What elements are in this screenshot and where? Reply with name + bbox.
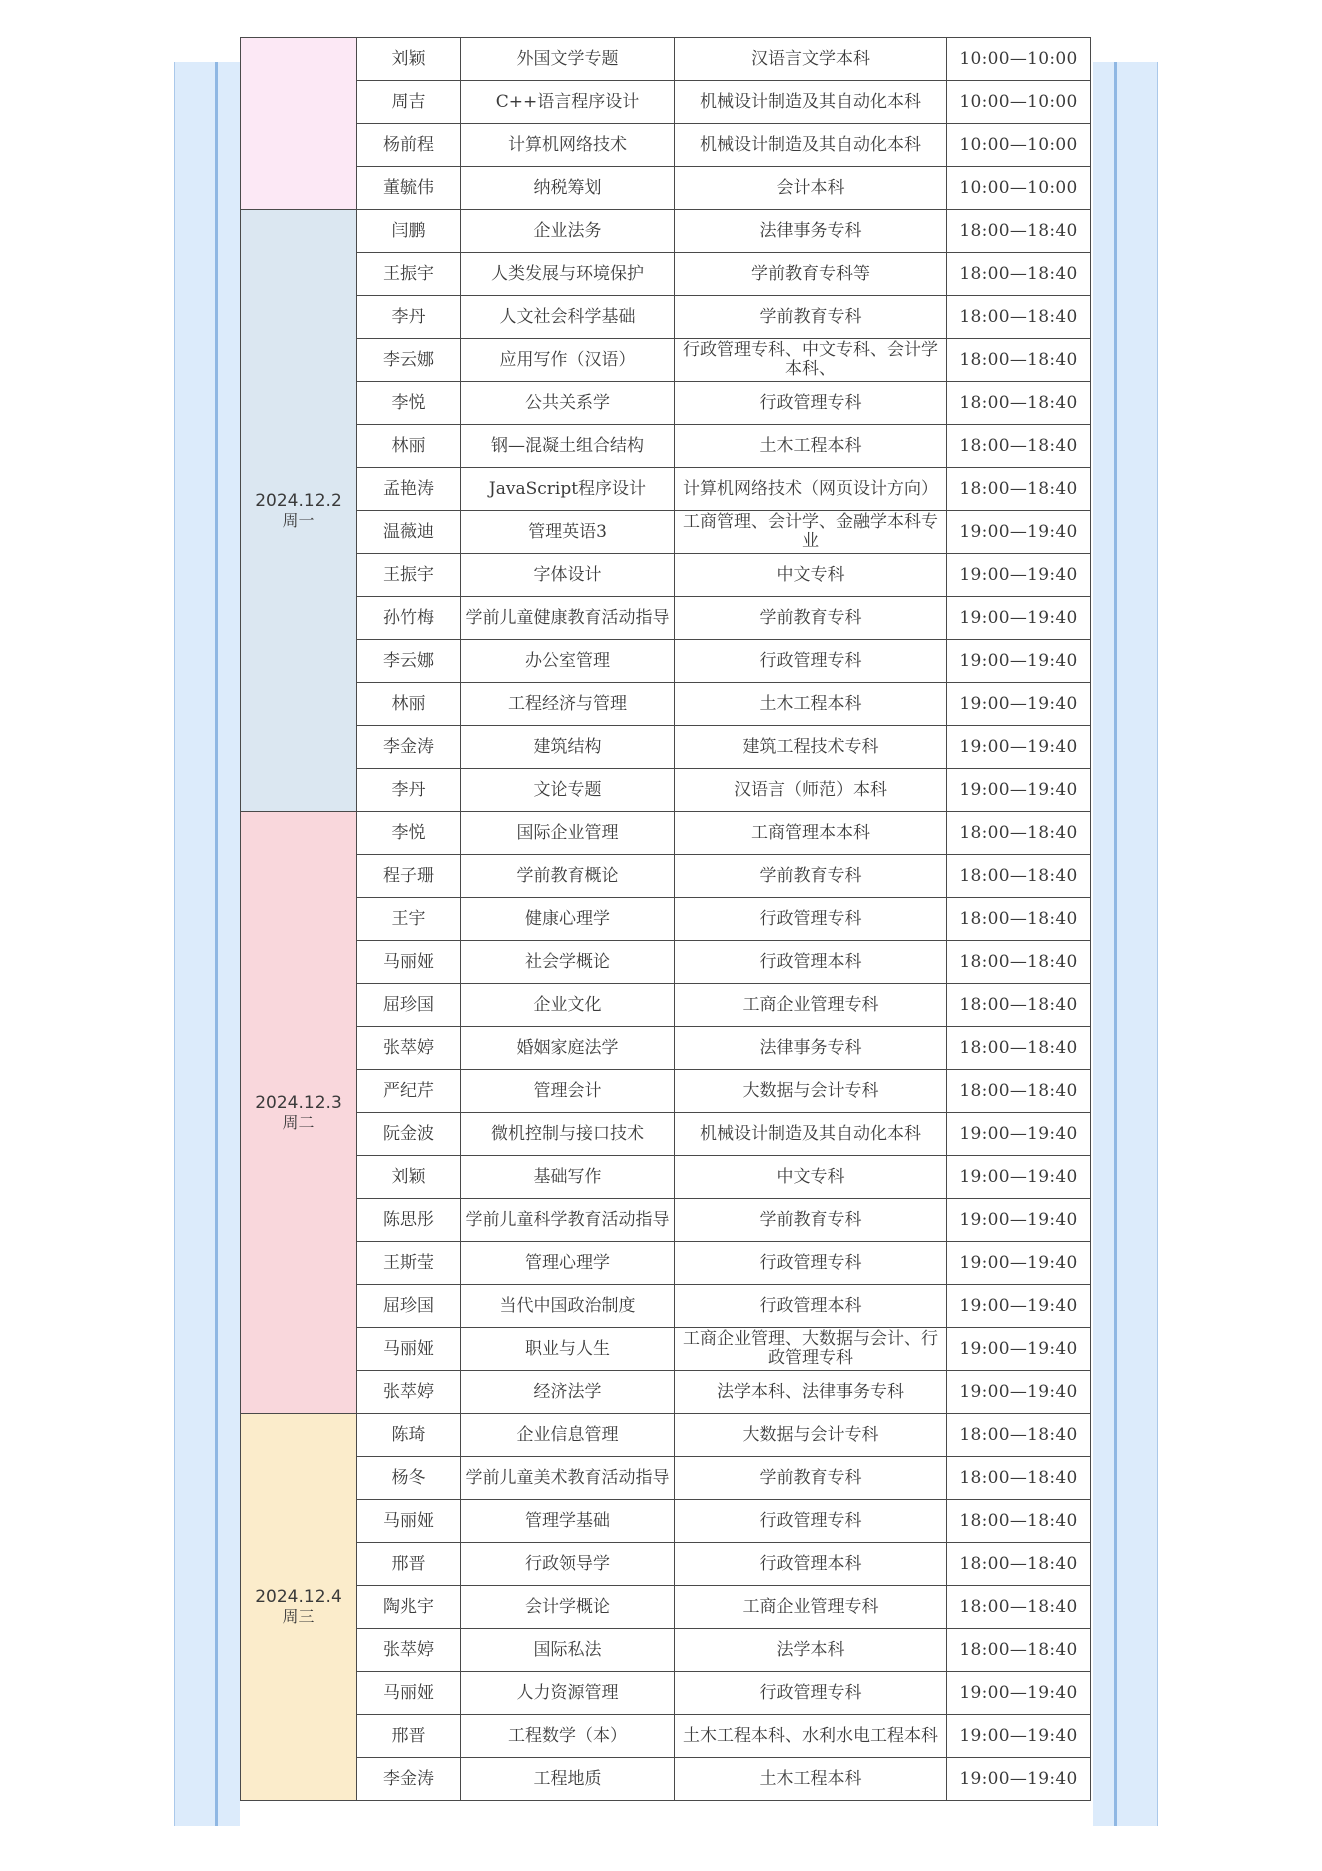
major-cell: 工商企业管理专科	[675, 984, 947, 1027]
course-cell: 企业信息管理	[461, 1414, 675, 1457]
major-cell: 机械设计制造及其自动化本科	[675, 124, 947, 167]
major-cell: 土木工程本科、水利水电工程本科	[675, 1715, 947, 1758]
teacher-cell: 马丽娅	[357, 1500, 461, 1543]
teacher-cell: 李金涛	[357, 726, 461, 769]
major-cell: 计算机网络技术（网页设计方向）	[675, 468, 947, 511]
teacher-cell: 王斯莹	[357, 1242, 461, 1285]
day-weekday: 周一	[282, 510, 315, 530]
course-cell: 计算机网络技术	[461, 124, 675, 167]
course-cell: 职业与人生	[461, 1328, 675, 1371]
major-cell: 行政管理本科	[675, 941, 947, 984]
table-row	[241, 640, 1091, 683]
teacher-cell: 张萃婷	[357, 1027, 461, 1070]
table-row	[241, 898, 1091, 941]
table-row	[241, 941, 1091, 984]
course-cell: 外国文学专题	[461, 38, 675, 81]
teacher-cell: 陈琦	[357, 1414, 461, 1457]
course-cell: 钢—混凝土组合结构	[461, 425, 675, 468]
teacher-cell: 李云娜	[357, 339, 461, 382]
major-cell: 学前教育专科	[675, 1199, 947, 1242]
major-cell: 行政管理专科	[675, 640, 947, 683]
table-row	[241, 1586, 1091, 1629]
course-cell: 学前儿童科学教育活动指导	[461, 1199, 675, 1242]
time-cell: 19:00—19:40	[947, 769, 1091, 812]
major-cell: 工商管理、会计学、金融学本科专业	[675, 511, 947, 554]
teacher-cell: 屈珍国	[357, 984, 461, 1027]
table-row	[241, 1500, 1091, 1543]
table-row	[241, 1113, 1091, 1156]
time-cell: 18:00—18:40	[947, 382, 1091, 425]
major-cell: 中文专科	[675, 1156, 947, 1199]
table-row	[241, 1199, 1091, 1242]
time-cell: 18:00—18:40	[947, 1586, 1091, 1629]
day-date: 2024.12.4	[255, 1587, 342, 1607]
time-cell: 18:00—18:40	[947, 1500, 1091, 1543]
course-cell: 企业法务	[461, 210, 675, 253]
time-cell: 18:00—18:40	[947, 1629, 1091, 1672]
major-cell: 中文专科	[675, 554, 947, 597]
course-cell: 基础写作	[461, 1156, 675, 1199]
course-cell: C++语言程序设计	[461, 81, 675, 124]
course-cell: 学前儿童美术教育活动指导	[461, 1457, 675, 1500]
time-cell: 10:00—10:00	[947, 38, 1091, 81]
major-cell: 行政管理专科	[675, 1242, 947, 1285]
teacher-cell: 杨前程	[357, 124, 461, 167]
teacher-cell: 邢晋	[357, 1543, 461, 1586]
time-cell: 18:00—18:40	[947, 1457, 1091, 1500]
teacher-cell: 闫鹏	[357, 210, 461, 253]
table-row	[241, 769, 1091, 812]
course-cell: 婚姻家庭法学	[461, 1027, 675, 1070]
major-cell: 工商企业管理、大数据与会计、行政管理专科	[675, 1328, 947, 1371]
teacher-cell: 李丹	[357, 769, 461, 812]
time-cell: 19:00—19:40	[947, 1156, 1091, 1199]
course-cell: 国际企业管理	[461, 812, 675, 855]
table-row	[241, 296, 1091, 339]
time-cell: 18:00—18:40	[947, 941, 1091, 984]
time-cell: 18:00—18:40	[947, 296, 1091, 339]
time-cell: 18:00—18:40	[947, 898, 1091, 941]
major-cell: 土木工程本科	[675, 1758, 947, 1801]
table-row	[241, 167, 1091, 210]
teacher-cell: 李丹	[357, 296, 461, 339]
course-cell: 管理学基础	[461, 1500, 675, 1543]
major-cell: 行政管理专科	[675, 898, 947, 941]
teacher-cell: 李云娜	[357, 640, 461, 683]
time-cell: 18:00—18:40	[947, 1070, 1091, 1113]
major-cell: 机械设计制造及其自动化本科	[675, 1113, 947, 1156]
time-cell: 18:00—18:40	[947, 425, 1091, 468]
teacher-cell: 李金涛	[357, 1758, 461, 1801]
time-cell: 19:00—19:40	[947, 1242, 1091, 1285]
course-cell: 建筑结构	[461, 726, 675, 769]
teacher-cell: 周吉	[357, 81, 461, 124]
table-row	[241, 554, 1091, 597]
time-cell: 10:00—10:00	[947, 167, 1091, 210]
time-cell: 18:00—18:40	[947, 1414, 1091, 1457]
major-cell: 行政管理本科	[675, 1543, 947, 1586]
course-cell: 人文社会科学基础	[461, 296, 675, 339]
course-cell: 管理心理学	[461, 1242, 675, 1285]
course-cell: 社会学概论	[461, 941, 675, 984]
teacher-cell: 严纪芹	[357, 1070, 461, 1113]
course-cell: 管理会计	[461, 1070, 675, 1113]
table-row	[241, 1672, 1091, 1715]
day-cell	[241, 1414, 357, 1801]
table-row	[241, 1027, 1091, 1070]
teacher-cell: 李悦	[357, 382, 461, 425]
teacher-cell: 张萃婷	[357, 1629, 461, 1672]
time-cell: 18:00—18:40	[947, 210, 1091, 253]
day-cell	[241, 210, 357, 812]
course-cell: 学前儿童健康教育活动指导	[461, 597, 675, 640]
table-row	[241, 1758, 1091, 1801]
time-cell: 19:00—19:40	[947, 726, 1091, 769]
time-cell: 19:00—19:40	[947, 597, 1091, 640]
course-cell: 当代中国政治制度	[461, 1285, 675, 1328]
table-row	[241, 1242, 1091, 1285]
course-cell: 应用写作（汉语）	[461, 339, 675, 382]
table-row	[241, 382, 1091, 425]
table-row	[241, 1156, 1091, 1199]
course-cell: 人力资源管理	[461, 1672, 675, 1715]
major-cell: 学前教育专科	[675, 855, 947, 898]
table-row	[241, 253, 1091, 296]
major-cell: 汉语言文学本科	[675, 38, 947, 81]
teacher-cell: 杨冬	[357, 1457, 461, 1500]
teacher-cell: 林丽	[357, 683, 461, 726]
major-cell: 工商企业管理专科	[675, 1586, 947, 1629]
teacher-cell: 阮金波	[357, 1113, 461, 1156]
time-cell: 19:00—19:40	[947, 1672, 1091, 1715]
major-cell: 行政管理专科	[675, 382, 947, 425]
teacher-cell: 王振宇	[357, 554, 461, 597]
table-row	[241, 511, 1091, 554]
table-row	[241, 81, 1091, 124]
teacher-cell: 王宇	[357, 898, 461, 941]
teacher-cell: 张萃婷	[357, 1371, 461, 1414]
major-cell: 学前教育专科	[675, 296, 947, 339]
table-row	[241, 1715, 1091, 1758]
major-cell: 行政管理本科	[675, 1285, 947, 1328]
teacher-cell: 程子珊	[357, 855, 461, 898]
course-cell: 工程经济与管理	[461, 683, 675, 726]
schedule-sheet	[240, 48, 1093, 1826]
time-cell: 19:00—19:40	[947, 1715, 1091, 1758]
teacher-cell: 陈思彤	[357, 1199, 461, 1242]
day-date: 2024.12.3	[255, 1092, 342, 1113]
course-cell: 国际私法	[461, 1629, 675, 1672]
teacher-cell: 孟艳涛	[357, 468, 461, 511]
course-cell: 微机控制与接口技术	[461, 1113, 675, 1156]
frame-rail-right	[1114, 62, 1117, 1826]
teacher-cell: 马丽娅	[357, 1672, 461, 1715]
table-row	[241, 984, 1091, 1027]
teacher-cell: 董毓伟	[357, 167, 461, 210]
table-row	[241, 683, 1091, 726]
course-cell: 健康心理学	[461, 898, 675, 941]
time-cell: 18:00—18:40	[947, 855, 1091, 898]
time-cell: 19:00—19:40	[947, 511, 1091, 554]
major-cell: 学前教育专科等	[675, 253, 947, 296]
course-cell: 公共关系学	[461, 382, 675, 425]
major-cell: 建筑工程技术专科	[675, 726, 947, 769]
time-cell: 19:00—19:40	[947, 1328, 1091, 1371]
day-cell	[241, 812, 357, 1414]
course-cell: 工程数学（本）	[461, 1715, 675, 1758]
major-cell: 学前教育专科	[675, 597, 947, 640]
table-row	[241, 1457, 1091, 1500]
table-row	[241, 1070, 1091, 1113]
teacher-cell: 温薇迪	[357, 511, 461, 554]
time-cell: 18:00—18:40	[947, 1027, 1091, 1070]
teacher-cell: 孙竹梅	[357, 597, 461, 640]
teacher-cell: 马丽娅	[357, 941, 461, 984]
major-cell: 汉语言（师范）本科	[675, 769, 947, 812]
table-row	[241, 1414, 1091, 1457]
course-cell: 人类发展与环境保护	[461, 253, 675, 296]
table-row	[241, 1328, 1091, 1371]
major-cell: 行政管理专科、中文专科、会计学本科、	[675, 339, 947, 382]
time-cell: 19:00—19:40	[947, 683, 1091, 726]
teacher-cell: 王振宇	[357, 253, 461, 296]
day-date: 2024.12.2	[255, 490, 342, 511]
course-cell: 纳税筹划	[461, 167, 675, 210]
day-cell	[241, 38, 357, 210]
schedule-table	[240, 37, 1091, 1801]
course-cell: 企业文化	[461, 984, 675, 1027]
major-cell: 法学本科	[675, 1629, 947, 1672]
teacher-cell: 李悦	[357, 812, 461, 855]
course-cell: 管理英语3	[461, 511, 675, 554]
teacher-cell: 陶兆宇	[357, 1586, 461, 1629]
table-row	[241, 1371, 1091, 1414]
time-cell: 19:00—19:40	[947, 1371, 1091, 1414]
time-cell: 19:00—19:40	[947, 640, 1091, 683]
frame-rail-left	[215, 62, 218, 1826]
course-cell: 经济法学	[461, 1371, 675, 1414]
time-cell: 18:00—18:40	[947, 984, 1091, 1027]
table-row	[241, 425, 1091, 468]
major-cell: 法律事务专科	[675, 1027, 947, 1070]
course-cell: 学前教育概论	[461, 855, 675, 898]
table-row	[241, 1285, 1091, 1328]
time-cell: 18:00—18:40	[947, 1543, 1091, 1586]
table-row	[241, 855, 1091, 898]
teacher-cell: 邢晋	[357, 1715, 461, 1758]
teacher-cell: 马丽娅	[357, 1328, 461, 1371]
table-row	[241, 597, 1091, 640]
table-row	[241, 38, 1091, 81]
table-row	[241, 124, 1091, 167]
table-row	[241, 726, 1091, 769]
major-cell: 机械设计制造及其自动化本科	[675, 81, 947, 124]
table-row	[241, 468, 1091, 511]
time-cell: 19:00—19:40	[947, 554, 1091, 597]
teacher-cell: 屈珍国	[357, 1285, 461, 1328]
time-cell: 19:00—19:40	[947, 1285, 1091, 1328]
major-cell: 土木工程本科	[675, 683, 947, 726]
table-row	[241, 812, 1091, 855]
course-cell: JavaScript程序设计	[461, 468, 675, 511]
major-cell: 土木工程本科	[675, 425, 947, 468]
course-cell: 会计学概论	[461, 1586, 675, 1629]
major-cell: 大数据与会计专科	[675, 1414, 947, 1457]
teacher-cell: 刘颖	[357, 38, 461, 81]
day-weekday: 周二	[282, 1112, 315, 1132]
course-cell: 办公室管理	[461, 640, 675, 683]
time-cell: 19:00—19:40	[947, 1199, 1091, 1242]
time-cell: 18:00—18:40	[947, 339, 1091, 382]
course-cell: 工程地质	[461, 1758, 675, 1801]
major-cell: 法律事务专科	[675, 210, 947, 253]
time-cell: 18:00—18:40	[947, 253, 1091, 296]
course-cell: 行政领导学	[461, 1543, 675, 1586]
table-row	[241, 1543, 1091, 1586]
table-row	[241, 339, 1091, 382]
major-cell: 法学本科、法律事务专科	[675, 1371, 947, 1414]
major-cell: 工商管理本本科	[675, 812, 947, 855]
time-cell: 19:00—19:40	[947, 1113, 1091, 1156]
schedule-table-body	[241, 38, 1091, 1801]
table-row	[241, 210, 1091, 253]
major-cell: 会计本科	[675, 167, 947, 210]
major-cell: 行政管理专科	[675, 1500, 947, 1543]
major-cell: 行政管理专科	[675, 1672, 947, 1715]
major-cell: 学前教育专科	[675, 1457, 947, 1500]
time-cell: 18:00—18:40	[947, 812, 1091, 855]
time-cell: 10:00—10:00	[947, 124, 1091, 167]
teacher-cell: 刘颖	[357, 1156, 461, 1199]
time-cell: 19:00—19:40	[947, 1758, 1091, 1801]
course-cell: 文论专题	[461, 769, 675, 812]
table-row	[241, 1629, 1091, 1672]
time-cell: 10:00—10:00	[947, 81, 1091, 124]
major-cell: 大数据与会计专科	[675, 1070, 947, 1113]
course-cell: 字体设计	[461, 554, 675, 597]
time-cell: 18:00—18:40	[947, 468, 1091, 511]
teacher-cell: 林丽	[357, 425, 461, 468]
day-weekday: 周三	[282, 1607, 315, 1626]
